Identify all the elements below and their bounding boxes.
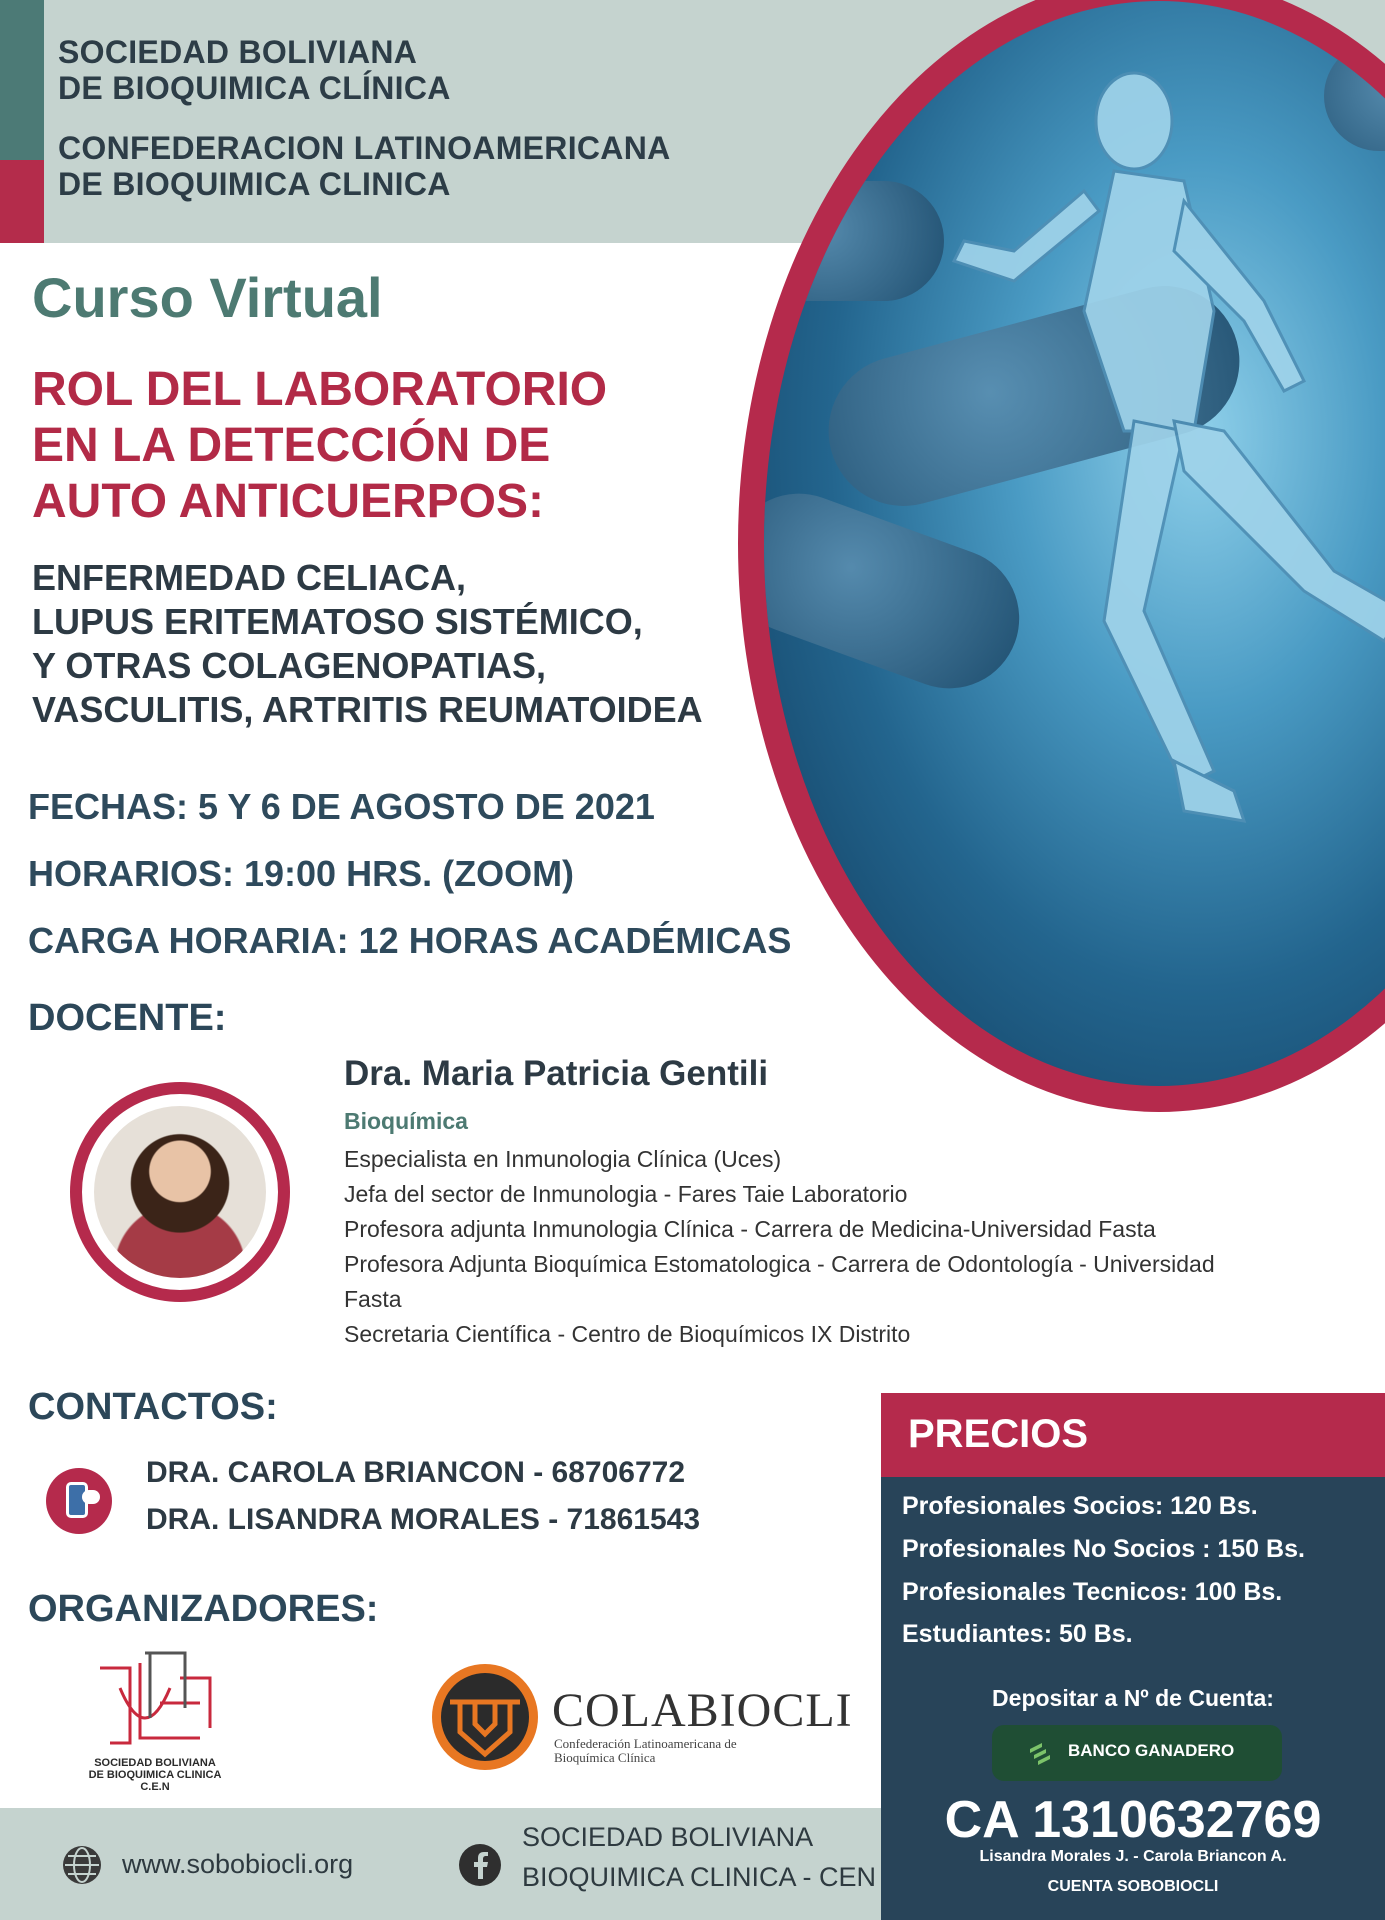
docente-name: Dra. Maria Patricia Gentili <box>344 1054 769 1093</box>
docente-title: Bioquímica <box>344 1108 468 1134</box>
contact-item: DRA. CAROLA BRIANCON - 68706772 <box>146 1456 686 1489</box>
docente-cv-line: Jefa del sector de Inmunologia - Fares Taie Laboratorio <box>344 1181 908 1207</box>
docente-heading: DOCENTE: <box>28 997 227 1039</box>
course-workload: CARGA HORARIA: 12 HORAS ACADÉMICAS <box>28 920 792 961</box>
docente-cv-line: Profesora adjunta Inmunologia Clínica - Carrera de Medicina-Universidad Fasta <box>344 1216 1156 1242</box>
course-title-line: AUTO ANTICUERPOS: <box>32 475 545 528</box>
course-title-line: EN LA DETECCIÓN DE <box>32 419 551 472</box>
colabiocli-logo-icon <box>430 1662 540 1772</box>
globe-icon <box>62 1845 102 1885</box>
course-subtitle-line: ENFERMEDAD CELIACA, <box>32 557 467 598</box>
course-subtitle-line: Y OTRAS COLAGENOPATIAS, <box>32 645 547 686</box>
colabiocli-logo-subtitle: Confederación Latinoamericana de Bioquímica Clínica <box>554 1736 737 1765</box>
price-item: Profesionales Tecnicos: 100 Bs. <box>902 1578 1283 1606</box>
org-name-line: SOCIEDAD BOLIVIANA <box>58 34 418 70</box>
price-item: Profesionales No Socios : 150 Bs. <box>902 1535 1305 1563</box>
course-title-line: ROL DEL LABORATORIO <box>32 363 608 416</box>
phone-chat-icon <box>46 1468 112 1534</box>
facebook-page-line[interactable]: BIOQUIMICA CLINICA - CEN <box>522 1862 877 1892</box>
website-link[interactable]: www.sobobiocli.org <box>122 1849 354 1879</box>
course-dates: FECHAS: 5 Y 6 DE AGOSTO DE 2021 <box>28 786 655 827</box>
course-subtitle-line: LUPUS ERITEMATOSO SISTÉMICO, <box>32 601 643 642</box>
account-holders: Lisandra Morales J. - Carola Briancon A. <box>979 1848 1287 1865</box>
org-name-line: CONFEDERACION LATINOAMERICANA <box>58 130 671 166</box>
colabiocli-logo-name: COLABIOCLI <box>552 1684 853 1737</box>
contact-item: DRA. LISANDRA MORALES - 71861543 <box>146 1503 701 1536</box>
org-name-line: DE BIOQUIMICA CLINICA <box>58 166 451 202</box>
sbbc-logo-caption: SOCIEDAD BOLIVIANA DE BIOQUIMICA CLINICA C.E.N <box>88 1757 222 1793</box>
docente-cv-line: Especialista en Inmunologia Clínica (Uces) <box>344 1146 782 1172</box>
contacts-heading: CONTACTOS: <box>28 1386 278 1428</box>
price-item: Estudiantes: 50 Bs. <box>902 1620 1133 1648</box>
header-accent-teal <box>0 0 44 160</box>
course-subtitle-line: VASCULITIS, ARTRITIS REUMATOIDEA <box>32 689 703 730</box>
organizers-heading: ORGANIZADORES: <box>28 1588 379 1630</box>
docente-photo <box>94 1106 266 1278</box>
course-schedule: HORARIOS: 19:00 HRS. (ZOOM) <box>28 853 575 894</box>
runner-figure-icon <box>884 51 1385 951</box>
facebook-page-line[interactable]: SOCIEDAD BOLIVIANA <box>522 1822 814 1852</box>
price-item: Profesionales Socios: 120 Bs. <box>902 1492 1258 1520</box>
header-accent-red <box>0 160 44 243</box>
course-type: Curso Virtual <box>32 266 383 329</box>
bank-name: BANCO GANADERO <box>1068 1741 1235 1760</box>
sbbc-logo-icon <box>90 1648 220 1756</box>
docente-cv-line: Fasta <box>344 1286 402 1312</box>
deposit-label: Depositar a Nº de Cuenta: <box>992 1685 1274 1711</box>
prices-title: PRECIOS <box>908 1412 1089 1456</box>
docente-cv-line: Profesora Adjunta Bioquímica Estomatologica - Carrera de Odontología - Universidad <box>344 1251 1215 1277</box>
bank-logo-icon <box>1028 1737 1058 1767</box>
facebook-icon <box>458 1843 502 1887</box>
account-number: CA 1310632769 <box>944 1791 1322 1849</box>
org-name-line: DE BIOQUIMICA CLÍNICA <box>58 70 451 106</box>
docente-photo-frame <box>70 1082 290 1302</box>
account-name: CUENTA SOBOBIOCLI <box>1047 1878 1219 1895</box>
docente-cv-line: Secretaria Científica - Centro de Bioquímicos IX Distrito <box>344 1321 911 1347</box>
